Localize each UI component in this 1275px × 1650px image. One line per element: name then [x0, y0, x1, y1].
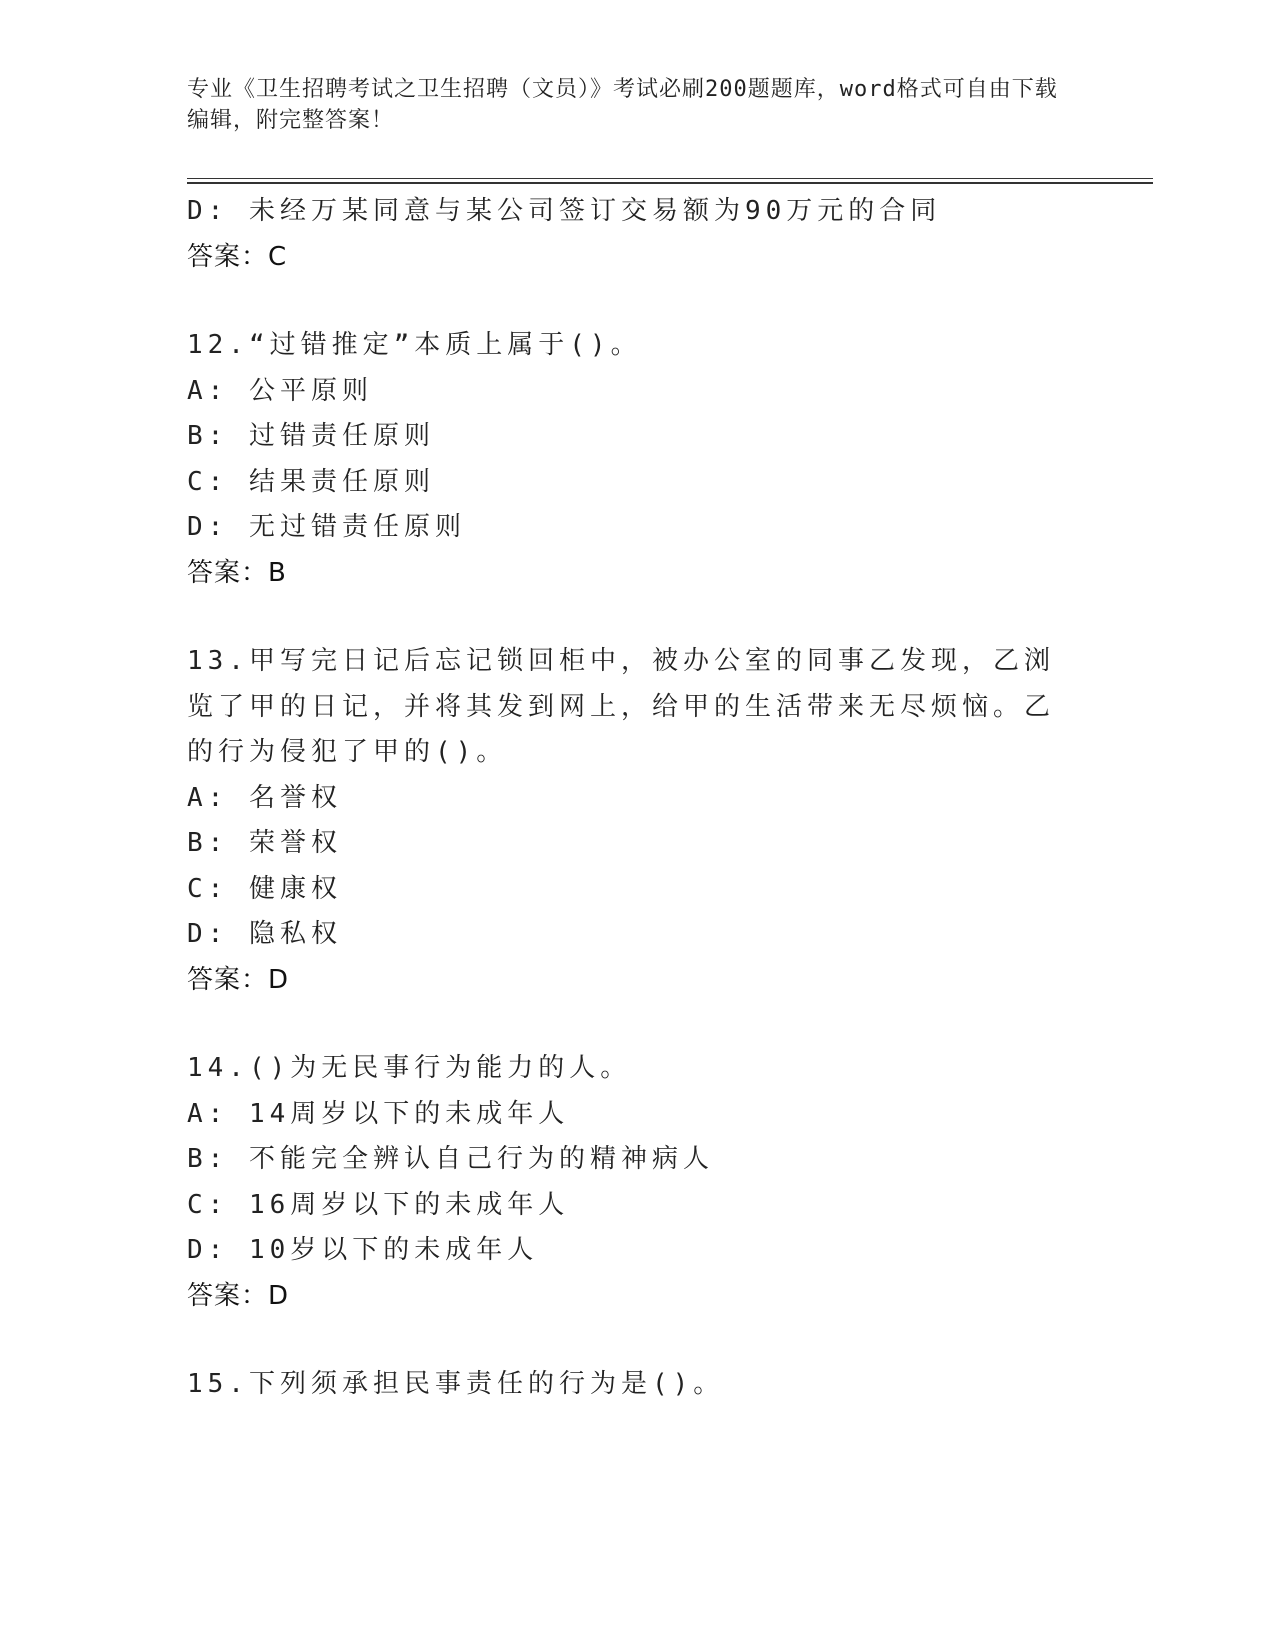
answer-line: 答案：C — [187, 241, 288, 272]
previous-question-tail — [187, 189, 1087, 280]
spacer — [187, 1003, 1087, 1046]
question-13 — [187, 639, 1087, 1003]
question-12 — [187, 323, 1087, 596]
option-d: D: 隐私权 — [187, 919, 342, 949]
question-stem: 12.“过错推定”本质上属于()。 — [187, 330, 642, 360]
question-stem: 15.下列须承担民事责任的行为是()。 — [187, 1369, 725, 1399]
header-divider-thin — [187, 178, 1153, 179]
spacer — [187, 280, 1087, 323]
document-body — [187, 189, 1087, 1408]
option-d: D: 10岁以下的未成年人 — [187, 1235, 539, 1265]
answer-line: 答案：D — [187, 964, 290, 995]
answer-line: 答案：D — [187, 1280, 290, 1311]
question-15 — [187, 1362, 1087, 1408]
page-header: 专业《卫生招聘考试之卫生招聘（文员）》考试必刷200题题库，word格式可自由下载编辑，附完整答案！ — [187, 77, 1058, 133]
answer-line: 答案：B — [187, 557, 287, 588]
option-c: C: 结果责任原则 — [187, 466, 435, 497]
option-c: C: 健康权 — [187, 873, 342, 904]
option-a: A: 公平原则 — [187, 375, 373, 406]
option-d: D: 无过错责任原则 — [187, 512, 466, 542]
option-b: B: 过错责任原则 — [187, 421, 435, 451]
question-stem: 14.()为无民事行为能力的人。 — [187, 1053, 632, 1083]
option-d: D: 未经万某同意与某公司签订交易额为90万元的合同 — [187, 196, 942, 226]
option-c: C: 16周岁以下的未成年人 — [187, 1189, 570, 1220]
option-a: A: 14周岁以下的未成年人 — [187, 1098, 570, 1129]
option-a: A: 名誉权 — [187, 782, 342, 813]
option-b: B: 不能完全辨认自己行为的精神病人 — [187, 1144, 714, 1174]
question-14 — [187, 1046, 1087, 1319]
spacer — [187, 1319, 1087, 1362]
spacer — [187, 596, 1087, 639]
option-b: B: 荣誉权 — [187, 828, 342, 858]
header-divider-thick — [187, 182, 1153, 184]
question-stem: 13.甲写完日记后忘记锁回柜中，被办公室的同事乙发现，乙浏览了甲的日记，并将其发到网上，给甲的生活带来无尽烦恼。乙的行为侵犯了甲的()。 — [187, 646, 1056, 767]
